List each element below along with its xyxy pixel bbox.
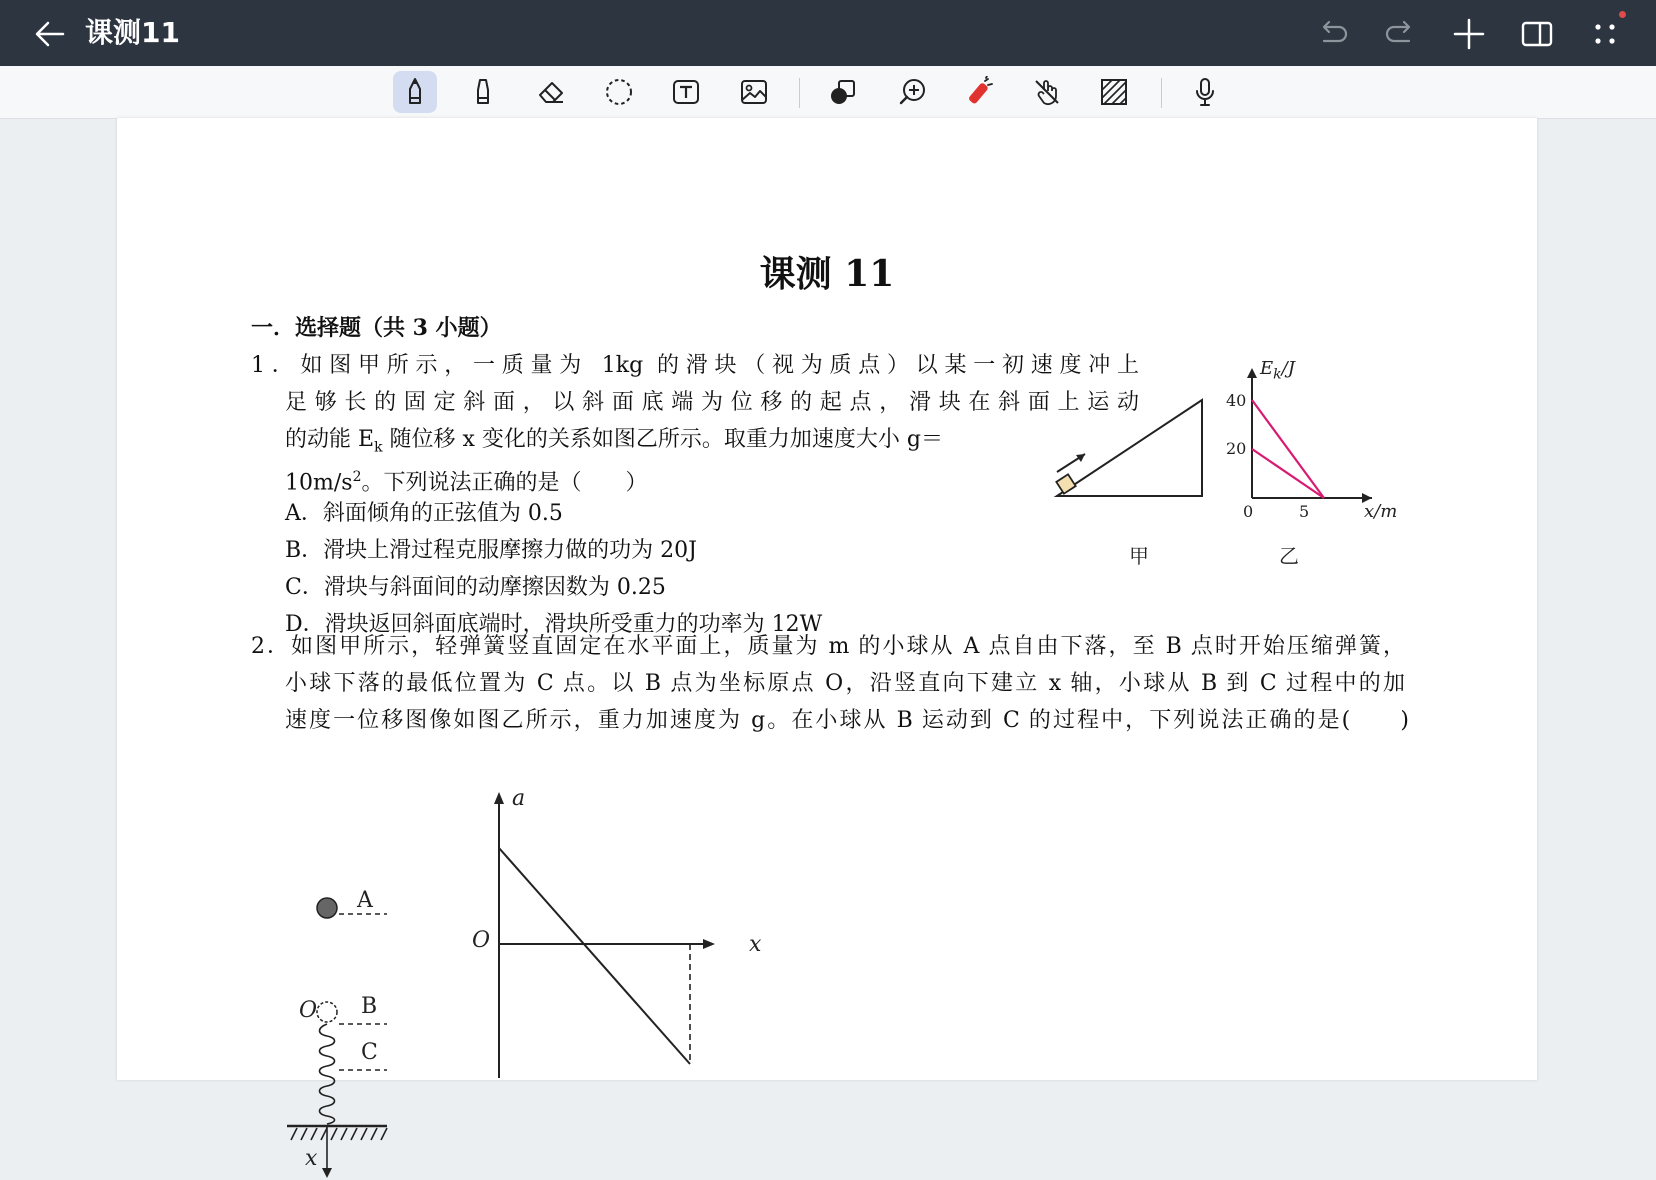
title-bar: [0, 0, 1656, 66]
label-x-spring: x: [305, 1146, 318, 1171]
spring-figure: [277, 768, 407, 1180]
fig-yi-label: 乙: [1279, 544, 1299, 568]
zoom-tool[interactable]: [891, 71, 935, 113]
lasso-tool[interactable]: [597, 71, 641, 113]
ground-hatch: [291, 1128, 387, 1140]
label-a: A: [357, 888, 373, 913]
pattern-tool[interactable]: [1092, 71, 1136, 113]
q1-line-3a: 的动能 E: [285, 427, 375, 452]
eraser-tool[interactable]: [529, 71, 573, 113]
q1-line-1: 1．如图甲所示，一质量为 1kg 的滑块（视为质点）以某一初速度冲上: [251, 353, 1139, 378]
split-view-icon: [1517, 14, 1557, 54]
x-tick-5: 5: [1299, 502, 1310, 521]
pattern-icon: [1098, 76, 1130, 108]
label-a-axis: a: [512, 786, 526, 811]
laser-pointer-icon: [963, 76, 995, 108]
page-title: 课测 11: [759, 253, 895, 295]
q1-line-4-sup: 2: [352, 469, 362, 485]
y-axis-arrow: [1247, 368, 1257, 378]
redo-icon: [1380, 14, 1420, 54]
acceleration-line: [499, 848, 690, 1064]
a-axis-arrow: [494, 792, 504, 804]
q1-option-a: A．斜面倾角的正弦值为 0.5: [285, 501, 563, 526]
zoom-in-icon: [897, 76, 929, 108]
q1-line-4: [285, 462, 648, 498]
text-tool[interactable]: [664, 71, 708, 113]
toolbar-divider: [799, 78, 800, 108]
ek-axis-sub: k: [1273, 366, 1282, 383]
touch-disable-icon: [1031, 76, 1063, 108]
back-button[interactable]: [30, 14, 70, 54]
label-o-graph: O: [472, 928, 491, 953]
section-heading: 一．选择题（共 3 小题）: [251, 315, 502, 341]
add-page-button[interactable]: [1449, 14, 1489, 54]
shape-icon: [827, 76, 859, 108]
label-c: C: [361, 1040, 378, 1065]
undo-icon: [1313, 14, 1353, 54]
notification-dot: [1619, 11, 1626, 18]
ek-axis-label: [1260, 358, 1295, 383]
highlighter-icon: [467, 76, 499, 108]
pen-icon: [399, 76, 431, 108]
drawing-toolbar: [0, 66, 1656, 119]
q2-line-3: 速度一位移图像如图乙所示，重力加速度为 g。在小球从 B 运动到 C 的过程中，下列说法正确的是( ): [285, 708, 1409, 733]
x-axis-arrow-2: [703, 939, 715, 949]
y-tick-40: 40: [1226, 391, 1247, 410]
undo-button[interactable]: [1313, 14, 1353, 54]
voice-record-tool[interactable]: [1183, 71, 1227, 113]
label-x-graph: x: [749, 932, 762, 957]
image-tool[interactable]: [732, 71, 776, 113]
shape-tool[interactable]: [821, 71, 865, 113]
microphone-icon: [1189, 76, 1221, 108]
ek-up-line: [1252, 400, 1324, 498]
lasso-icon: [603, 76, 635, 108]
fig-jia-label: 甲: [1129, 544, 1149, 568]
more-dots-icon: [1585, 14, 1625, 54]
q1-option-d: D．滑块返回斜面底端时，滑块所受重力的功率为 12W: [285, 612, 823, 637]
spring: [320, 1024, 335, 1124]
y-tick-20: 20: [1226, 439, 1247, 458]
document-page[interactable]: [117, 118, 1537, 1171]
ek-axis-main: E: [1260, 358, 1274, 379]
x-axis-label: x/m: [1364, 501, 1398, 522]
laser-pointer-tool[interactable]: [957, 71, 1001, 113]
q1-line-2: 足够长的固定斜面，以斜面底端为位移的起点，滑块在斜面上运动: [285, 390, 1139, 415]
ball-at-b: [317, 1002, 337, 1022]
pen-tool[interactable]: [393, 71, 437, 113]
q1-line-3-sub: k: [374, 439, 383, 456]
ek-down-line: [1252, 449, 1324, 498]
incline-triangle: [1057, 400, 1202, 496]
more-menu-button[interactable]: [1585, 14, 1625, 54]
q1-option-b: B．滑块上滑过程克服摩擦力做的功为 20J: [285, 538, 697, 563]
origin-label: 0: [1243, 502, 1254, 521]
plus-icon: [1449, 14, 1489, 54]
redo-button[interactable]: [1380, 14, 1420, 54]
touch-toggle-tool[interactable]: [1025, 71, 1069, 113]
image-icon: [738, 76, 770, 108]
q2-line-2: 小球下落的最低位置为 C 点。以 B 点为坐标原点 O，沿竖直向下建立 x 轴，小球从 B 到 C 过程中的加: [285, 671, 1405, 696]
q1-line-4a: 10m/s: [285, 470, 353, 496]
toolbar-divider: [1161, 78, 1162, 108]
highlighter-tool[interactable]: [461, 71, 505, 113]
slider-block: [1056, 474, 1075, 493]
q1-line-4b: 。下列说法正确的是（ ）: [361, 470, 648, 496]
split-view-button[interactable]: [1517, 14, 1557, 54]
q1-option-c: C．滑块与斜面间的动摩擦因数为 0.25: [285, 575, 666, 600]
q2-line-1: 2．如图甲所示，轻弹簧竖直固定在水平面上，质量为 m 的小球从 A 点自由下落，至 B 点时开始压缩弹簧，: [251, 634, 1405, 659]
arrow-left-icon: [30, 14, 70, 54]
ball-at-a: [317, 898, 337, 918]
q1-line-3b: 随位移 x 变化的关系如图乙所示。取重力加速度大小 g＝: [382, 427, 944, 452]
label-o-left: O: [299, 998, 318, 1023]
text-box-icon: [670, 76, 702, 108]
document-title: 课测11: [85, 16, 180, 49]
q1-line-3: [285, 425, 943, 462]
eraser-icon: [535, 76, 567, 108]
label-b: B: [361, 994, 378, 1019]
spring-x-arrow: [322, 1168, 332, 1178]
a-x-graph: [457, 786, 717, 1086]
incline-figure: [1045, 378, 1205, 498]
ek-axis-unit: /J: [1281, 358, 1295, 379]
